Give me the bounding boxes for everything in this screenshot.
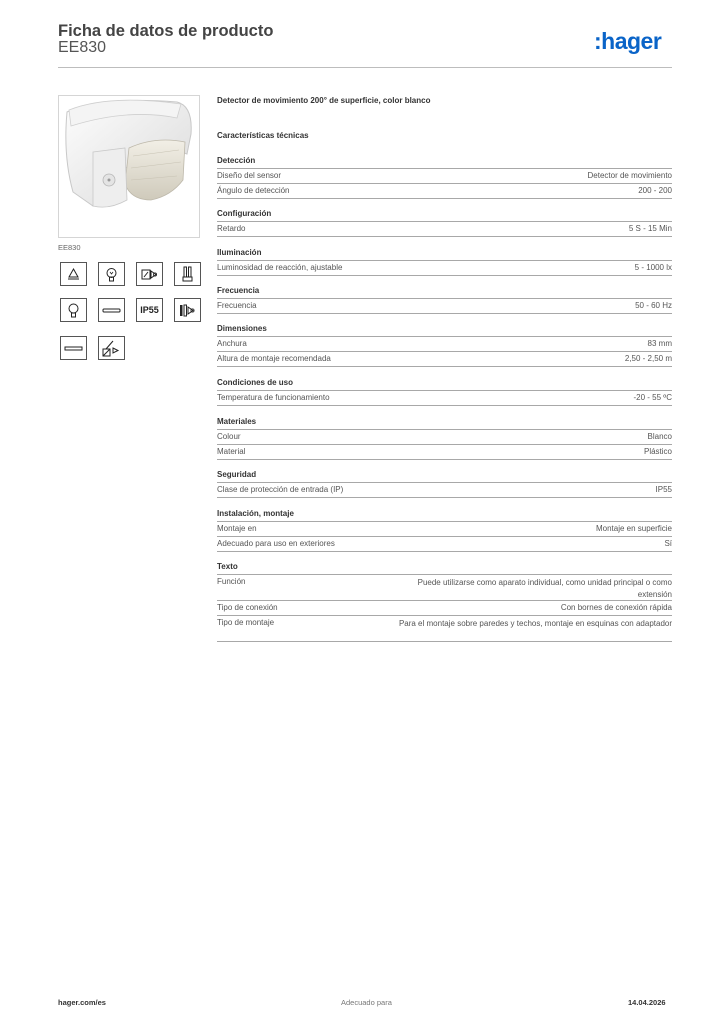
section-heading: Configuración xyxy=(217,209,272,218)
spec-label: Anchura xyxy=(217,339,247,348)
spec-row xyxy=(217,444,672,459)
section-end-rule xyxy=(217,641,672,642)
spec-row xyxy=(217,390,672,405)
section-end-rule xyxy=(217,236,672,237)
spec-row xyxy=(217,183,672,198)
section-end-rule xyxy=(217,275,672,276)
section-heading: Frecuencia xyxy=(217,286,260,295)
spec-label: Altura de montaje recomendada xyxy=(217,354,331,363)
spec-value: Puede utilizarse como aparato individual, como unidad principal o como extensión xyxy=(417,578,672,599)
section-end-rule xyxy=(217,405,672,406)
spec-value: 83 mm xyxy=(647,339,672,348)
header-divider xyxy=(58,67,672,68)
technical-specs-heading: Características técnicas xyxy=(217,131,309,140)
page-title: Ficha de datos de producto xyxy=(58,22,274,40)
spec-value: Plástico xyxy=(643,447,672,456)
spec-label: Material xyxy=(217,447,246,456)
spec-value: Montaje en superficie xyxy=(595,524,672,533)
section-heading: Seguridad xyxy=(217,470,257,479)
spec-row xyxy=(217,221,672,236)
footer-website[interactable]: hager.com/es xyxy=(58,998,106,1007)
section-heading: Iluminación xyxy=(217,248,262,257)
section-heading: Texto xyxy=(217,562,238,571)
spec-label: Colour xyxy=(217,432,241,441)
spec-value: Para el montaje sobre paredes y techos, montaje en esquinas con adaptador xyxy=(398,619,672,628)
spec-label: Tipo de conexión xyxy=(217,603,278,612)
product-title: Detector de movimiento 200° de superficie, color blanco xyxy=(217,96,431,105)
led-tube-icon xyxy=(60,336,87,360)
section-end-rule xyxy=(217,366,672,367)
section-end-rule xyxy=(217,198,672,199)
spec-label: Diseño del sensor xyxy=(217,171,282,180)
photo-caption: EE830 xyxy=(58,243,81,252)
spec-row xyxy=(217,260,672,275)
halogen-transformer-icon xyxy=(136,262,163,286)
spec-value: 200 - 200 xyxy=(638,186,672,195)
footer-note: Adecuado para xyxy=(341,998,392,1007)
spec-label: Función xyxy=(217,577,246,586)
spec-value: Con bornes de conexión rápida xyxy=(560,603,672,612)
spec-row xyxy=(217,574,672,600)
spec-row xyxy=(217,600,672,615)
hager-logo[interactable]: :hager xyxy=(594,28,662,54)
spec-value: Detector de movimiento xyxy=(587,171,672,180)
spec-row xyxy=(217,168,672,183)
section-end-rule xyxy=(217,551,672,552)
spec-label: Montaje en xyxy=(217,524,257,533)
ip55-icon: IP55 xyxy=(136,298,163,322)
spec-row xyxy=(217,482,672,497)
spec-row xyxy=(217,521,672,536)
section-end-rule xyxy=(217,459,672,460)
spec-value: Sí xyxy=(664,539,672,548)
spec-label: Frecuencia xyxy=(217,301,257,310)
spec-value: 5 - 1000 lx xyxy=(634,263,672,272)
ceiling-lamp-icon xyxy=(60,262,87,286)
spec-label: Adecuado para uso en exteriores xyxy=(217,539,335,548)
spec-value: Blanco xyxy=(647,432,672,441)
motion-detector-mount-icon xyxy=(98,336,125,360)
spec-label: Clase de protección de entrada (IP) xyxy=(217,485,344,494)
footer-date: 14.04.2026 xyxy=(628,998,666,1007)
spec-row xyxy=(217,429,672,444)
spec-label: Tipo de montaje xyxy=(217,618,275,627)
spec-value: 2,50 - 2,50 m xyxy=(624,354,672,363)
spec-value: -20 - 55 ºC xyxy=(633,393,672,402)
fluorescent-tube-icon xyxy=(98,298,125,322)
section-end-rule xyxy=(217,497,672,498)
section-heading: Condiciones de uso xyxy=(217,378,294,387)
spec-row xyxy=(217,298,672,313)
section-heading: Materiales xyxy=(217,417,257,426)
section-heading: Instalación, montaje xyxy=(217,509,294,518)
spec-row xyxy=(217,336,672,351)
spec-value: IP55 xyxy=(655,485,672,494)
compact-fluorescent-icon xyxy=(174,262,201,286)
section-end-rule xyxy=(217,313,672,314)
spec-row xyxy=(217,351,672,366)
bulb-icon xyxy=(60,298,87,322)
section-heading: Detección xyxy=(217,156,256,165)
spec-row xyxy=(217,536,672,551)
electronic-ballast-icon xyxy=(174,298,201,322)
incandescent-bulb-icon xyxy=(98,262,125,286)
spec-label: Retardo xyxy=(217,224,246,233)
spec-value: 5 S - 15 Min xyxy=(628,224,672,233)
product-photo xyxy=(58,95,200,238)
spec-label: Luminosidad de reacción, ajustable xyxy=(217,263,343,272)
spec-row xyxy=(217,615,672,641)
product-code: EE830 xyxy=(58,39,107,56)
section-heading: Dimensiones xyxy=(217,324,267,333)
spec-label: Temperatura de funcionamiento xyxy=(217,393,330,402)
spec-value: 50 - 60 Hz xyxy=(635,301,672,310)
spec-label: Ángulo de detección xyxy=(217,186,290,195)
